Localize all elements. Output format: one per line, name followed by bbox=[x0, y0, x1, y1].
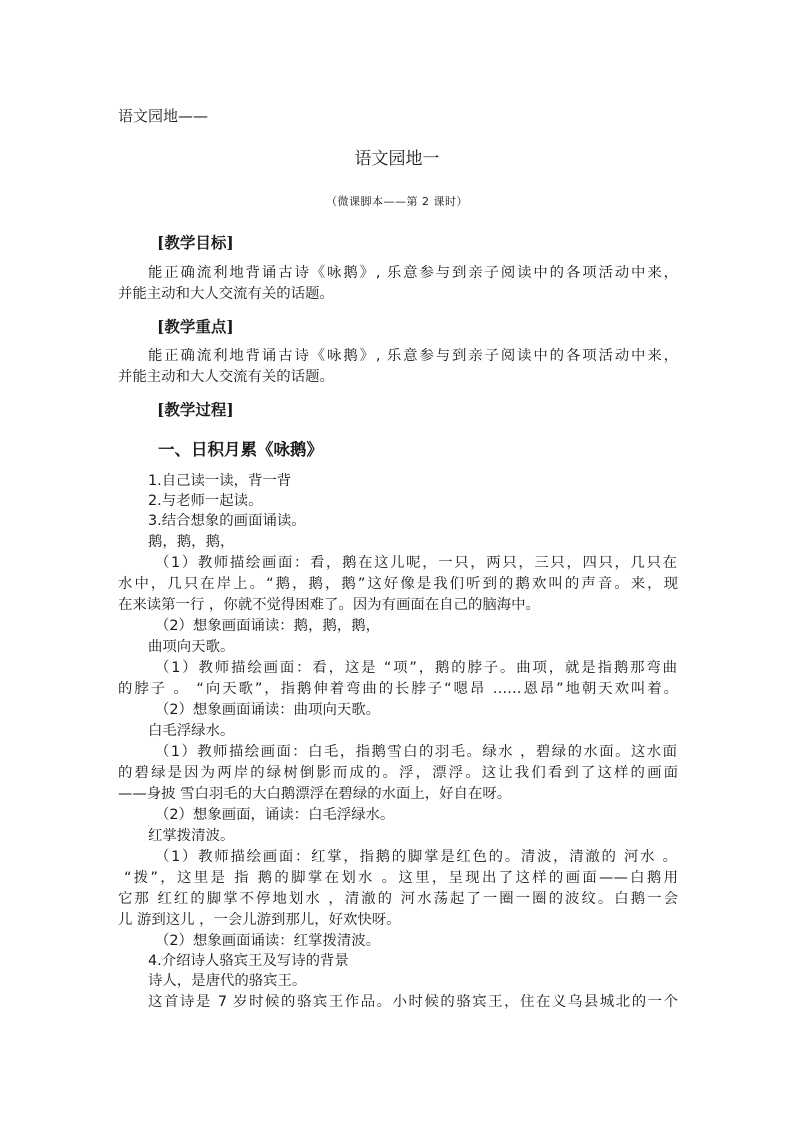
body-line: 红掌拨清波。 bbox=[148, 828, 235, 844]
body-line: 4.介绍诗人骆宾王及写诗的背景 bbox=[148, 953, 349, 969]
body-line: 水中，几只在岸上。“鹅，鹅，鹅”这好像是我们听到的鹅欢叫的声音。来，现 bbox=[118, 576, 678, 592]
body-line: （1）教师描绘画面：看，鹅在这儿呢，一只，两只，三只，四只，几只在 bbox=[155, 555, 677, 571]
document-subtitle: （微课脚本——第 2 课时） bbox=[326, 195, 468, 208]
body-line: 鹅，鹅，鹅， bbox=[148, 534, 235, 550]
heading-teaching-process: [教学过程] bbox=[157, 400, 234, 419]
goal-text-line: 并能主动和大人交流有关的话题。 bbox=[118, 286, 334, 302]
body-line: （2）想象画面诵读：曲项向天歌。 bbox=[155, 702, 381, 718]
body-line: 的脖子 。 “向天歌”，指鹅伸着弯曲的长脖子“嗯昂 ……恩昂”地朝天欢叫着。 bbox=[118, 681, 678, 697]
body-line: 白毛浮绿水。 bbox=[148, 723, 235, 739]
body-line: 曲项向天歌。 bbox=[148, 639, 235, 655]
heading-part-one: 一、日积月累《咏鹅》 bbox=[158, 440, 323, 459]
body-line: 这首诗是 7 岁时候的骆宾王作品。小时候的骆宾王，住在义乌县城北的一个 bbox=[148, 994, 678, 1010]
document-title: 语文园地一 bbox=[354, 149, 440, 169]
goal-text-line: 能正确流利地背诵古诗《咏鹅》, 乐意参与到亲子阅读中的各项活动中来， bbox=[148, 265, 678, 281]
focus-text-line: 能正确流利地背诵古诗《咏鹅》, 乐意参与到亲子阅读中的各项活动中来， bbox=[148, 348, 678, 364]
heading-teaching-focus: [教学重点] bbox=[157, 317, 234, 336]
body-line: （1）教师描绘画面：红掌，指鹅的脚掌是红色的。清波，清澈的 河水 。 bbox=[155, 849, 677, 865]
body-line: （1）教师描绘画面：看，这是 “项”，鹅的脖子。曲项，就是指鹅那弯曲 bbox=[155, 660, 677, 676]
running-header: 语文园地—— bbox=[118, 107, 209, 125]
body-line: 诗人，是唐代的骆宾王。 bbox=[148, 973, 307, 989]
body-line: 1.自己读一读，背一背 bbox=[148, 473, 292, 489]
body-line: “拨”，这里是 指 鹅的脚掌在划水 。这里，呈现出了这样的画面——白鹅用 bbox=[124, 870, 678, 886]
focus-text-line: 并能主动和大人交流有关的话题。 bbox=[118, 369, 334, 385]
body-line: （2）想象画面诵读：红掌拨清波。 bbox=[155, 933, 381, 949]
body-line: 的碧绿是因为两岸的绿树倒影而成的。浮，漂浮。这让我们看到了这样的画面 bbox=[118, 765, 678, 781]
body-line: 3.结合想象的画面诵读。 bbox=[148, 513, 306, 529]
body-line: （2）想象画面，诵读：白毛浮绿水。 bbox=[155, 807, 395, 823]
body-line: （2）想象画面诵读：鹅，鹅，鹅， bbox=[155, 618, 381, 634]
body-line: （1）教师描绘画面：白毛，指鹅雪白的羽毛。绿水 ，碧绿的水面。这水面 bbox=[155, 744, 677, 760]
body-line: ——身披 雪白羽毛的大白鹅漂浮在碧绿的水面上，好自在呀。 bbox=[118, 786, 512, 802]
body-line: 它那 红红的脚掌不停地划水 ，清澈的 河水荡起了一圈一圈的波纹。白鹅一会 bbox=[118, 891, 678, 907]
body-line: 在来读第一行 ，你就不觉得困难了。因为有画面在自己的脑海中。 bbox=[118, 597, 540, 613]
body-line: 儿 游到这儿 ，一会儿游到那儿，好欢快呀。 bbox=[118, 912, 401, 928]
body-line: 2.与老师一起读。 bbox=[148, 493, 263, 509]
heading-teaching-goal: [教学目标] bbox=[157, 233, 234, 252]
